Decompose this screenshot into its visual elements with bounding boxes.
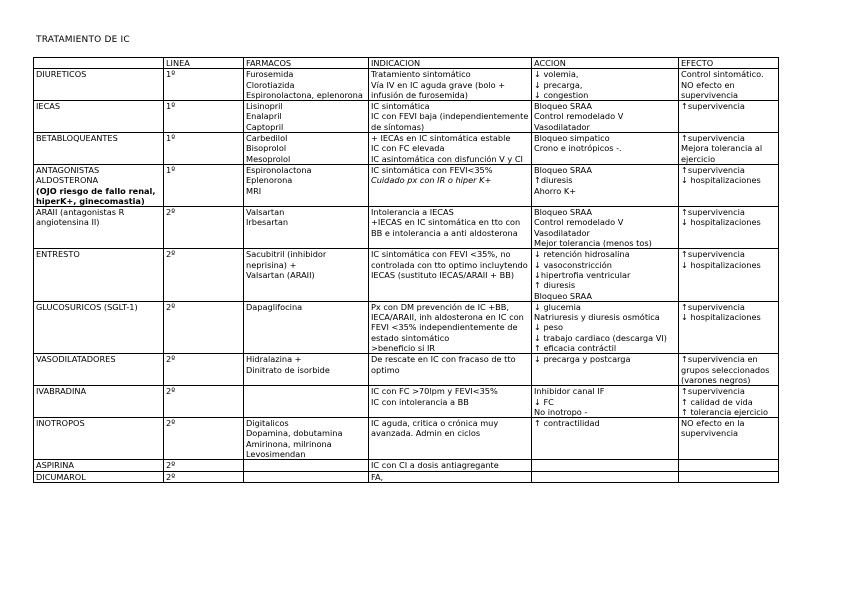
- cell-efecto: [679, 460, 779, 471]
- cell-line: ↓ glucemia: [534, 301, 581, 312]
- cell-line: Control remodelado V: [534, 217, 624, 228]
- cell-line: ENTRESTO: [36, 249, 80, 260]
- cell-line: Carbedilol: [246, 133, 288, 144]
- cell-line: ↑supervivencia: [681, 207, 745, 218]
- cell-line: 1º: [166, 133, 176, 144]
- cell-group: [34, 471, 164, 482]
- table-row: [34, 460, 779, 471]
- table-row: [34, 133, 779, 165]
- cell-indicacion: [369, 69, 532, 101]
- cell-accion: [532, 69, 679, 101]
- cell-accion: [532, 354, 679, 386]
- cell-group: [34, 460, 164, 471]
- cell-line: ↓ volemia,: [534, 69, 579, 80]
- cell-group: [34, 133, 164, 165]
- cell-line: ASPIRINA: [36, 460, 74, 471]
- cell-efecto: [679, 207, 779, 249]
- cell-line: Cuidado px con IR o hiper K+: [371, 175, 492, 186]
- cell-indicacion: [369, 101, 532, 133]
- header-cell-linea: LINEA: [164, 58, 244, 69]
- cell-linea: [164, 133, 244, 165]
- cell-line: Px con DM prevención de IC +BB, IECA/ARAII, inh aldosterona en IC con FEVI <35% independientemente de estado sintomático: [371, 301, 524, 343]
- cell-line: IC asintomática con disfunción V y CI: [371, 153, 523, 164]
- cell-line: Clorotiazida: [246, 79, 295, 90]
- table-row: [34, 164, 779, 206]
- cell-line: ↓ hospitalizaciones: [681, 312, 761, 323]
- cell-line: IC con FEVI baja (independientemente de síntomas): [371, 111, 529, 132]
- cell-line: 2º: [166, 471, 176, 482]
- page-title: TRATAMIENTO DE IC: [36, 35, 130, 45]
- cell-farmacos: [244, 133, 369, 165]
- cell-line: IC sintomática: [371, 101, 430, 112]
- table-row: [34, 418, 779, 460]
- cell-line: ↓ peso: [534, 322, 563, 333]
- cell-line: Eplenorona: [246, 175, 293, 186]
- cell-linea: [164, 418, 244, 460]
- cell-farmacos: [244, 471, 369, 482]
- cell-group: [34, 101, 164, 133]
- cell-farmacos: [244, 460, 369, 471]
- cell-group: [34, 207, 164, 249]
- cell-line: Vasodilatador: [534, 227, 590, 238]
- cell-group: [34, 249, 164, 301]
- cell-line: 1º: [166, 69, 176, 80]
- cell-line: ↑ contractilidad: [534, 418, 600, 429]
- cell-line: ↑supervivencia: [681, 249, 745, 260]
- cell-linea: [164, 460, 244, 471]
- cell-line: Hidralazina +: [246, 354, 302, 365]
- cell-linea: [164, 354, 244, 386]
- cell-efecto: [679, 418, 779, 460]
- cell-line: Dopamina, dobutamina: [246, 428, 343, 439]
- cell-line: NO efecto en supervivencia: [681, 79, 739, 100]
- cell-line: Valsartan: [246, 207, 285, 218]
- cell-line: IC con intolerancia a BB: [371, 396, 469, 407]
- cell-line: Enalapril: [246, 111, 282, 122]
- cell-line: ↓ precarga y postcarga: [534, 354, 631, 365]
- cell-accion: [532, 101, 679, 133]
- cell-indicacion: [369, 354, 532, 386]
- cell-linea: [164, 101, 244, 133]
- cell-line: IC sintomática con FEVI<35%: [371, 164, 493, 175]
- cell-line: ↓ trabajo cardiaco (descarga VI): [534, 332, 667, 343]
- cell-line: Irbesartan: [246, 217, 289, 228]
- cell-efecto: [679, 249, 779, 301]
- cell-line: Mejor tolerancia (menos tos): [534, 238, 652, 249]
- cell-efecto: [679, 386, 779, 418]
- cell-line: ↓ congestion: [534, 89, 589, 100]
- cell-line: Crono e inotrópicos -.: [534, 143, 622, 154]
- cell-line: IC con CI a dosis antiagregante: [371, 460, 499, 471]
- cell-indicacion: [369, 164, 532, 206]
- cell-line: ↓ retención hidrosalina: [534, 249, 630, 260]
- cell-farmacos: [244, 301, 369, 353]
- cell-line: ↑supervivencia: [681, 133, 745, 144]
- cell-accion: [532, 301, 679, 353]
- table-row: [34, 69, 779, 101]
- cell-line: Vasodilatador: [534, 121, 590, 132]
- cell-line: ↑ diuresis: [534, 280, 576, 291]
- header-cell-farmacos: FARMACOS: [244, 58, 369, 69]
- table-row: [34, 101, 779, 133]
- cell-farmacos: [244, 101, 369, 133]
- cell-efecto: [679, 101, 779, 133]
- table-row: [34, 471, 779, 482]
- cell-accion: [532, 133, 679, 165]
- cell-efecto: [679, 471, 779, 482]
- cell-line: ↑diuresis: [534, 175, 573, 186]
- cell-line: De rescate en IC con fracaso de tto optimo: [371, 354, 516, 375]
- cell-indicacion: [369, 386, 532, 418]
- cell-line: 2º: [166, 386, 176, 397]
- header-cell-indicacion: INDICACION: [369, 58, 532, 69]
- cell-indicacion: [369, 207, 532, 249]
- cell-line: IC aguda, critica o crónica muy avanzada. Admin en ciclos: [371, 418, 499, 439]
- cell-group: [34, 164, 164, 206]
- cell-farmacos: [244, 386, 369, 418]
- cell-line: ↑ eficacia contráctil: [534, 343, 617, 354]
- cell-linea: [164, 207, 244, 249]
- cell-line: DICUMAROL: [36, 471, 86, 482]
- cell-line: No inotropo -: [534, 406, 588, 417]
- cell-line: ↓hipertrofia ventricular: [534, 269, 631, 280]
- cell-line: ↑supervivencia: [681, 164, 745, 175]
- cell-line: Inhibidor canal IF: [534, 386, 605, 397]
- cell-indicacion: [369, 301, 532, 353]
- cell-indicacion: [369, 133, 532, 165]
- cell-line: ↓ hospitalizaciones: [681, 259, 761, 270]
- cell-linea: [164, 69, 244, 101]
- cell-line: + IECAs en IC sintomática estable: [371, 133, 511, 144]
- cell-line: Bloqueo SRAA: [534, 207, 592, 218]
- table-row: [34, 354, 779, 386]
- cell-line: VASODILATADORES: [36, 354, 116, 365]
- cell-line: ↓ hospitalizaciones: [681, 175, 761, 186]
- cell-line: 2º: [166, 354, 176, 365]
- cell-line: INOTROPOS: [36, 418, 85, 429]
- cell-line: +IECAS en IC sintomática en tto con BB e intolerancia a anti aldosterona: [371, 217, 521, 238]
- cell-line: ↓ hospitalizaciones: [681, 217, 761, 228]
- cell-efecto: [679, 354, 779, 386]
- cell-farmacos: [244, 164, 369, 206]
- cell-line: ↑supervivencia: [681, 101, 745, 112]
- header-row: [34, 58, 779, 69]
- cell-accion: [532, 249, 679, 301]
- cell-line: ↓ vasoconstricción: [534, 259, 612, 270]
- cell-line: >beneficio si IR: [371, 343, 436, 354]
- cell-indicacion: [369, 418, 532, 460]
- cell-accion: [532, 164, 679, 206]
- cell-group: [34, 69, 164, 101]
- cell-line: 2º: [166, 301, 176, 312]
- cell-farmacos: [244, 354, 369, 386]
- cell-group: [34, 354, 164, 386]
- cell-accion: [532, 418, 679, 460]
- cell-line: Bloqueo SRAA: [534, 101, 592, 112]
- cell-accion: [532, 471, 679, 482]
- cell-farmacos: [244, 207, 369, 249]
- cell-line: Valsartan (ARAII): [246, 269, 315, 280]
- cell-efecto: [679, 69, 779, 101]
- cell-line: Bloqueo SRAA: [534, 290, 592, 301]
- cell-line: Intolerancia a IECAS: [371, 207, 454, 218]
- cell-efecto: [679, 133, 779, 165]
- cell-line: Mesoprolol: [246, 153, 291, 164]
- cell-line: IC sintomática con FEVI <35%, no controlada con tto optimo incluytendo IECAS (sustituto IECAS/ARAII + BB): [371, 249, 528, 280]
- cell-line: BETABLOQUEANTES: [36, 133, 118, 144]
- cell-line: Espironolactona, eplenorona: [246, 89, 363, 100]
- cell-line: Ahorro K+: [534, 185, 577, 196]
- cell-line: ↓ precarga,: [534, 79, 583, 90]
- cell-line: 1º: [166, 164, 176, 175]
- cell-line: ↑ tolerancia ejercicio: [681, 406, 769, 417]
- cell-group: [34, 418, 164, 460]
- cell-linea: [164, 249, 244, 301]
- cell-line: IECAS: [36, 101, 61, 112]
- cell-line: GLUCOSURICOS (SGLT-1): [36, 301, 138, 312]
- cell-line: IVABRADINA: [36, 386, 87, 397]
- header-cell-accion: ACCION: [532, 58, 679, 69]
- cell-line: Captopril: [246, 121, 284, 132]
- cell-line: Bloqueo simpatico: [534, 133, 610, 144]
- cell-line: 2º: [166, 207, 176, 218]
- cell-indicacion: [369, 249, 532, 301]
- cell-line: NO efecto en la supervivencia: [681, 418, 745, 439]
- cell-line: ↑supervivencia en grupos seleccionados (varones negros): [681, 354, 770, 385]
- table-row: [34, 249, 779, 301]
- cell-line: Levosimendan: [246, 448, 306, 459]
- cell-line: 2º: [166, 249, 176, 260]
- cell-line: Digitalicos: [246, 418, 289, 429]
- cell-line: Amirinona, milrinona: [246, 438, 332, 449]
- cell-linea: [164, 164, 244, 206]
- cell-farmacos: [244, 418, 369, 460]
- cell-line: ↓ FC: [534, 396, 554, 407]
- cell-line: Dapaglifocina: [246, 301, 303, 312]
- cell-linea: [164, 386, 244, 418]
- cell-line: IC con FC >70lpm y FEVI<35%: [371, 386, 498, 397]
- cell-line: Sacubitril (inhibidor neprisina) +: [246, 249, 327, 270]
- cell-efecto: [679, 164, 779, 206]
- cell-line: 2º: [166, 418, 176, 429]
- cell-indicacion: [369, 460, 532, 471]
- cell-line: Bloqueo SRAA: [534, 164, 592, 175]
- cell-line: Bisoprolol: [246, 143, 287, 154]
- cell-line: Mejora tolerancia al ejercicio: [681, 143, 763, 164]
- cell-line: 2º: [166, 460, 176, 471]
- cell-line: Natriuresis y diuresis osmótica: [534, 312, 660, 323]
- cell-line: IC con FC elevada: [371, 143, 445, 154]
- cell-line: ↑ calidad de vida: [681, 396, 753, 407]
- cell-linea: [164, 471, 244, 482]
- cell-line: Dinitrato de isorbide: [246, 364, 330, 375]
- cell-line: Lisinopril: [246, 101, 283, 112]
- treatment-table: [33, 57, 779, 483]
- cell-group: [34, 301, 164, 353]
- header-cell-group: [34, 58, 164, 69]
- cell-line: Control remodelado V: [534, 111, 624, 122]
- cell-line: Control sintomático.: [681, 69, 764, 80]
- cell-line: ↑supervivencia: [681, 386, 745, 397]
- table-row: [34, 301, 779, 353]
- cell-line: ↑supervivencia: [681, 301, 745, 312]
- cell-line: FA,: [371, 471, 384, 482]
- cell-line: ARAII (antagonistas R angiotensina II): [36, 207, 125, 228]
- cell-line: Furosemida: [246, 69, 294, 80]
- cell-accion: [532, 460, 679, 471]
- cell-accion: [532, 386, 679, 418]
- cell-linea: [164, 301, 244, 353]
- cell-farmacos: [244, 249, 369, 301]
- cell-farmacos: [244, 69, 369, 101]
- cell-efecto: [679, 301, 779, 353]
- cell-line: MRI: [246, 185, 262, 196]
- cell-accion: [532, 207, 679, 249]
- cell-line: DIURETICOS: [36, 69, 87, 80]
- cell-indicacion: [369, 471, 532, 482]
- cell-line: ANTAGONISTAS ALDOSTERONA: [36, 164, 100, 186]
- cell-line: Espironolactona: [246, 164, 312, 175]
- cell-group: [34, 386, 164, 418]
- table-row: [34, 386, 779, 418]
- header-cell-efecto: EFECTO: [679, 58, 779, 69]
- cell-line: 1º: [166, 101, 176, 112]
- cell-line: Tratamiento sintomático: [371, 69, 471, 80]
- cell-line: Vía IV en IC aguda grave (bolo + infusión de furosemida): [371, 79, 506, 100]
- cell-line: (OJO riesgo de fallo renal, hiperK+, ginecomastia): [36, 185, 156, 206]
- table-row: [34, 207, 779, 249]
